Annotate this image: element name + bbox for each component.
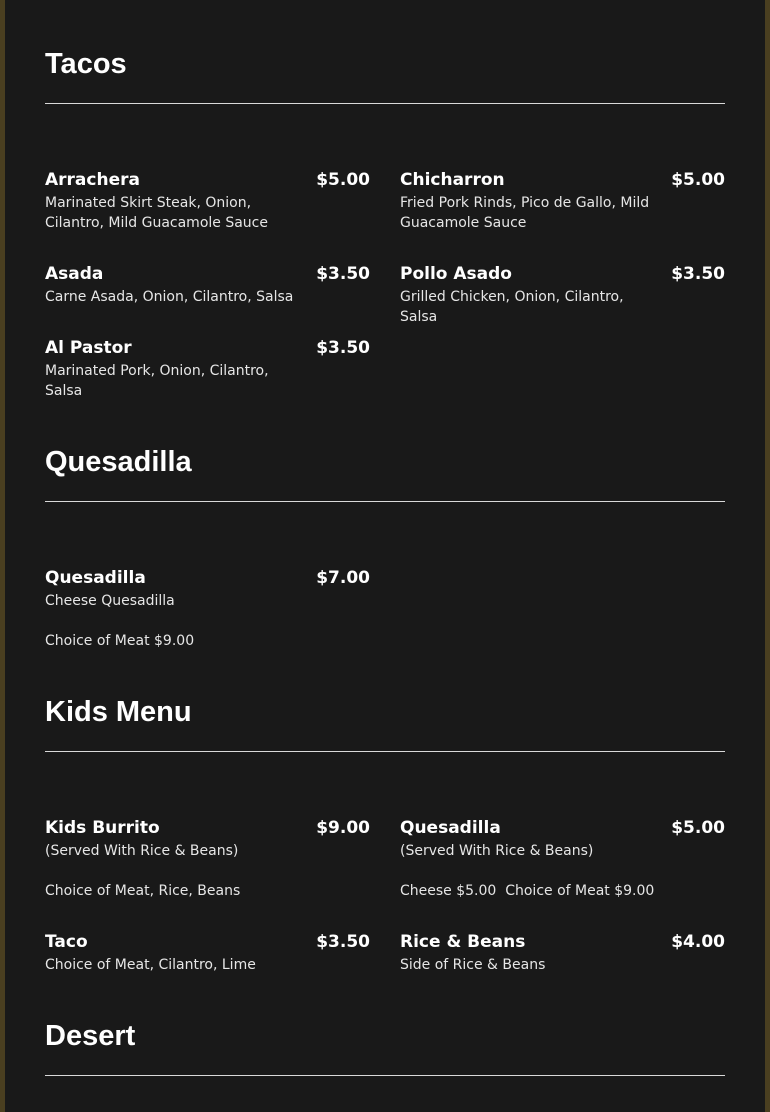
section-divider — [45, 103, 725, 104]
item-description: Fried Pork Rinds, Pico de Gallo, Mild Guacamole Sauce — [400, 195, 650, 231]
item-name: Quesadilla — [400, 818, 501, 838]
item-price: $4.00 — [671, 932, 725, 952]
item-price: $3.50 — [316, 264, 370, 284]
item-description: Choice of Meat, Cilantro, Lime — [45, 957, 256, 973]
item-note: Cheese $5.00 Choice of Meat $9.00 — [400, 883, 655, 899]
section-title-tacos: Tacos — [45, 48, 127, 80]
section-divider — [45, 751, 725, 752]
item-name: Rice & Beans — [400, 932, 526, 952]
item-price: $9.00 — [316, 818, 370, 838]
section-divider — [45, 1075, 725, 1076]
item-note: Choice of Meat, Rice, Beans — [45, 883, 241, 899]
item-description: (Served With Rice & Beans) — [400, 843, 594, 859]
section-title-desert: Desert — [45, 1020, 136, 1052]
item-name: Al Pastor — [45, 338, 132, 358]
item-name: Arrachera — [45, 170, 140, 190]
item-price: $3.50 — [671, 264, 725, 284]
item-note: Choice of Meat $9.00 — [45, 633, 195, 649]
item-description: Marinated Skirt Steak, Onion, Cilantro, Mild Guacamole Sauce — [45, 195, 268, 231]
item-description: Grilled Chicken, Onion, Cilantro, Salsa — [400, 289, 624, 325]
item-price: $3.50 — [316, 338, 370, 358]
section-title-quesadilla: Quesadilla — [45, 446, 192, 478]
item-name: Kids Burrito — [45, 818, 160, 838]
section-title-kids-menu: Kids Menu — [45, 696, 192, 728]
item-description: Carne Asada, Onion, Cilantro, Salsa — [45, 289, 294, 305]
item-price: $5.00 — [316, 170, 370, 190]
section-divider — [45, 501, 725, 502]
item-name: Taco — [45, 932, 88, 952]
item-description: Cheese Quesadilla — [45, 593, 175, 609]
item-name: Quesadilla — [45, 568, 146, 588]
item-name: Pollo Asado — [400, 264, 512, 284]
item-description: Marinated Pork, Onion, Cilantro, Salsa — [45, 363, 269, 399]
item-description: Side of Rice & Beans — [400, 957, 546, 973]
item-price: $5.00 — [671, 818, 725, 838]
item-name: Asada — [45, 264, 104, 284]
item-price: $3.50 — [316, 932, 370, 952]
item-description: (Served With Rice & Beans) — [45, 843, 239, 859]
menu-panel — [5, 0, 765, 1112]
item-price: $5.00 — [671, 170, 725, 190]
item-name: Chicharron — [400, 170, 505, 190]
item-price: $7.00 — [316, 568, 370, 588]
